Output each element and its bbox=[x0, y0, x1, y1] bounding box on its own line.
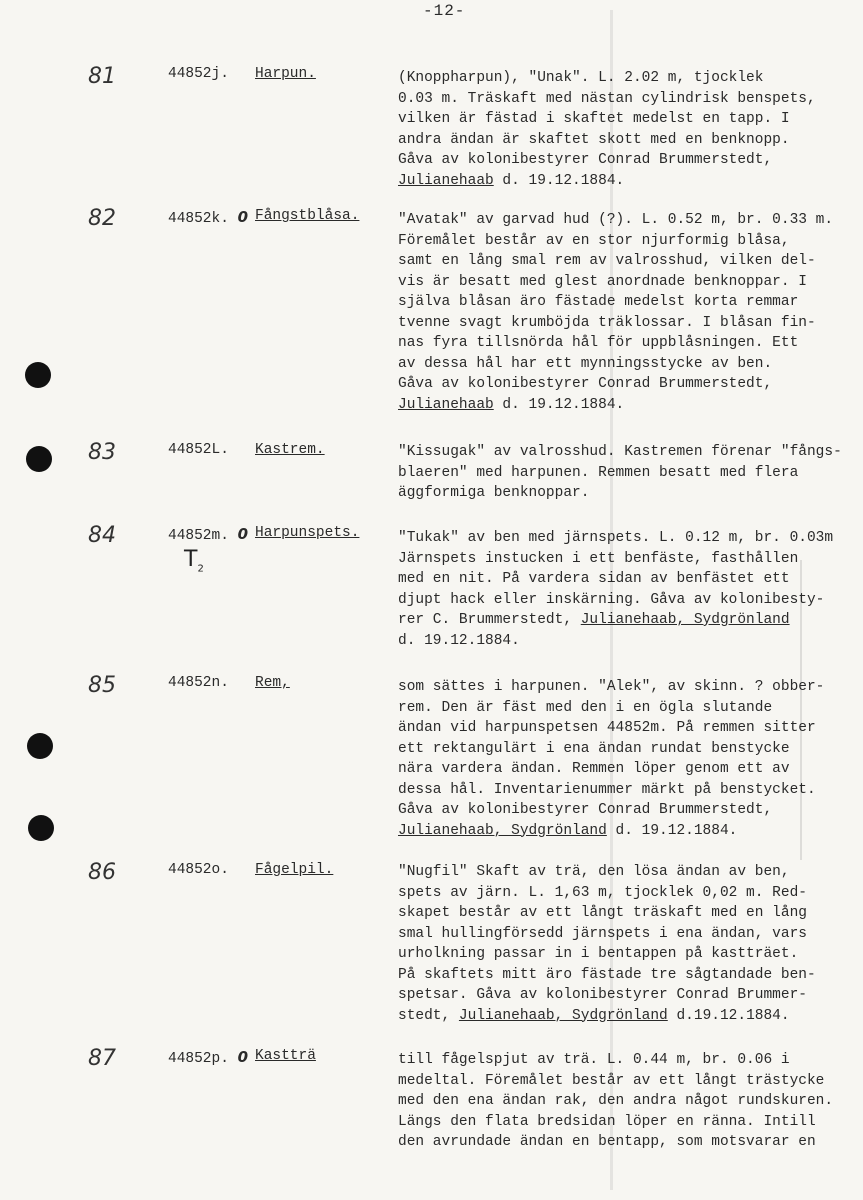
handwritten-number: 82 bbox=[88, 206, 116, 231]
accession-number: 44852n. bbox=[168, 675, 229, 691]
description-line bbox=[398, 442, 842, 463]
punch-hole-icon bbox=[28, 815, 54, 841]
description-line bbox=[398, 924, 838, 945]
description-line bbox=[398, 1050, 838, 1071]
text-run: d. 19.12.1884. bbox=[493, 172, 625, 189]
text-run: själva blåsan äro fästade medelst korta remmar bbox=[398, 294, 799, 310]
handwritten-mark: 0 bbox=[237, 1048, 249, 1066]
text-run: urholkning passar in i bentappen på kastträet. bbox=[398, 946, 799, 962]
text-run: med en nit. På vardera sidan av benfästet ett bbox=[398, 571, 790, 587]
punch-hole-icon bbox=[25, 362, 51, 388]
handwritten-mark: 0 bbox=[237, 525, 249, 543]
text-run: "Kissugak" av valrosshud. Kastremen förenar "fångs- bbox=[398, 444, 842, 460]
handwritten-mark: 0 bbox=[237, 208, 249, 226]
text-run: d. 19.12.1884. bbox=[606, 822, 738, 839]
description-line bbox=[398, 395, 838, 416]
text-run: av dessa hål har ett mynningsstycke av ben. bbox=[398, 355, 773, 372]
text-run: ett rektangulärt i ena ändan rundat benstycke bbox=[398, 740, 790, 757]
description-line bbox=[398, 985, 838, 1006]
text-run: skapet består av ett långt träskaft med en lång bbox=[398, 905, 807, 921]
accession-number: 44852p. 0 bbox=[168, 1048, 249, 1067]
description bbox=[398, 677, 838, 841]
object-name: Kastträ bbox=[255, 1048, 316, 1064]
text-run: andra ändan är skaftet skott med en benknopp. bbox=[398, 131, 790, 148]
description-line bbox=[398, 718, 838, 739]
description-line bbox=[398, 354, 838, 375]
description-line bbox=[398, 374, 838, 395]
description-line bbox=[398, 1006, 838, 1027]
description-line bbox=[398, 528, 838, 549]
object-name: Fångstblåsa. bbox=[255, 208, 360, 224]
description bbox=[398, 68, 838, 191]
handwritten-number: 87 bbox=[88, 1046, 116, 1071]
description-line bbox=[398, 272, 838, 293]
text-run: medeltal. Föremålet består av ett långt trästycke bbox=[398, 1072, 825, 1089]
text-run: "Nugfil" Skaft av trä, den lösa ändan av ben, bbox=[398, 864, 790, 880]
description-line bbox=[398, 759, 838, 780]
description-line bbox=[398, 862, 838, 883]
description-line bbox=[398, 569, 838, 590]
handwritten-number: 86 bbox=[88, 860, 116, 885]
object-name: Kastrem. bbox=[255, 442, 325, 458]
text-run: Föremålet består av en stor njurformig blåsa, bbox=[398, 232, 790, 249]
accession-number: 44852L. bbox=[168, 442, 229, 458]
text-run: vis är besatt med glest anordnade benknoppar. I bbox=[398, 273, 807, 290]
text-run: äggformiga benknoppar. bbox=[398, 485, 590, 501]
text-run: som sättes i harpunen. "Alek", av skinn. ? obber- bbox=[398, 679, 825, 695]
text-run: 0.03 m. Träskaft med nästan cylindrisk benspets, bbox=[398, 90, 816, 107]
description-line bbox=[398, 1132, 838, 1153]
text-run: vilken är fästad i skaftet medelst en tapp. I bbox=[398, 111, 790, 127]
handwritten-annotation: $T_2$ bbox=[184, 547, 204, 575]
description-line bbox=[398, 333, 838, 354]
text-run: smal hullingförsedd järnspets i ena ändan, vars bbox=[398, 925, 807, 942]
handwritten-number: 83 bbox=[88, 440, 116, 465]
description-line bbox=[398, 1112, 838, 1133]
punch-hole-icon bbox=[26, 446, 52, 472]
place-name: Julianehaab, Sydgrönland bbox=[458, 1007, 668, 1024]
punch-hole-icon bbox=[27, 733, 53, 759]
text-run: (Knoppharpun), "Unak". L. 2.02 m, tjocklek bbox=[398, 70, 764, 86]
text-run: rem. Den är fäst med den i en ögla slutande bbox=[398, 699, 773, 716]
description-line bbox=[398, 130, 838, 151]
description-line bbox=[398, 1091, 838, 1112]
text-run: samt en lång smal rem av valrosshud, vilken del- bbox=[398, 253, 816, 269]
description-line bbox=[398, 631, 838, 652]
text-run: djupt hack eller inskärning. Gåva av kolonibesty- bbox=[398, 591, 825, 608]
text-run: "Avatak" av garvad hud (?). L. 0.52 m, br. 0.33 m. bbox=[398, 212, 834, 228]
description-line bbox=[398, 677, 838, 698]
description-line bbox=[398, 883, 838, 904]
description-line bbox=[398, 463, 838, 484]
text-run: blaeren" med harpunen. Remmen besatt med flera bbox=[398, 464, 799, 481]
description-line bbox=[398, 965, 838, 986]
description-line bbox=[398, 313, 838, 334]
object-name: Rem, bbox=[255, 675, 290, 691]
description-line bbox=[398, 549, 838, 570]
description-line bbox=[398, 590, 838, 611]
description-line bbox=[398, 68, 838, 89]
description-line bbox=[398, 780, 838, 801]
description-line bbox=[398, 292, 838, 313]
description-line bbox=[398, 903, 838, 924]
description-line bbox=[398, 1071, 838, 1092]
description-line bbox=[398, 610, 838, 631]
handwritten-number: 84 bbox=[88, 523, 116, 548]
text-run: nas fyra tillsnörda hål för uppblåsningen. Ett bbox=[398, 335, 799, 351]
text-run: spets av järn. L. 1,63 m, tjocklek 0,02 m. Red- bbox=[398, 884, 807, 901]
text-run: dessa hål. Inventarienummer märkt på benstycket. bbox=[398, 781, 816, 798]
text-run: Gåva av kolonibestyrer Conrad Brummerstedt, bbox=[398, 152, 773, 168]
text-run: Längs den flata bredsidan löper en ränna. Intill bbox=[398, 1113, 816, 1130]
description bbox=[398, 1050, 838, 1153]
object-name: Harpun. bbox=[255, 66, 316, 82]
description bbox=[398, 442, 842, 504]
text-run: Järnspets instucken i ett benfäste, fasthållen bbox=[398, 550, 799, 567]
description-line bbox=[398, 483, 838, 504]
description-line bbox=[398, 231, 838, 252]
description bbox=[398, 528, 838, 651]
place-name: Julianehaab, Sydgrönland bbox=[580, 612, 790, 628]
handwritten-number: 81 bbox=[88, 64, 116, 89]
description-line bbox=[398, 800, 838, 821]
text-run: ändan vid harpunspetsen 44852m. På remmen sitter bbox=[398, 720, 816, 736]
text-run: den avrundade ändan en bentapp, som motsvarar en bbox=[398, 1134, 816, 1150]
object-name: Fågelpil. bbox=[255, 862, 334, 878]
place-name: Julianehaab bbox=[398, 172, 494, 189]
description bbox=[398, 862, 838, 1026]
description-line bbox=[398, 89, 838, 110]
text-run: d.19.12.1884. bbox=[667, 1007, 790, 1024]
text-run: På skaftets mitt äro fästade tre sågtandade ben- bbox=[398, 966, 816, 983]
accession-number: 44852j. bbox=[168, 66, 229, 82]
text-run: tvenne svagt krumböjda träklossar. I blåsan fin- bbox=[398, 314, 816, 331]
text-run: till fågelspjut av trä. L. 0.44 m, br. 0.06 i bbox=[398, 1052, 790, 1068]
place-name: Julianehaab bbox=[398, 396, 494, 413]
object-name: Harpunspets. bbox=[255, 525, 360, 541]
handwritten-number: 85 bbox=[88, 673, 116, 698]
description-line bbox=[398, 739, 838, 760]
description-line bbox=[398, 698, 838, 719]
description bbox=[398, 210, 838, 415]
description-line bbox=[398, 109, 838, 130]
description-line bbox=[398, 821, 838, 842]
page-number: -12- bbox=[423, 2, 466, 20]
text-run: med den ena ändan rak, den andra något rundskuren. bbox=[398, 1093, 834, 1109]
description-line bbox=[398, 171, 838, 192]
text-run: d. 19.12.1884. bbox=[493, 396, 625, 413]
text-run: d. 19.12.1884. bbox=[398, 632, 520, 649]
accession-number: 44852m. 0 bbox=[168, 525, 249, 544]
description-line bbox=[398, 150, 838, 171]
text-run: Gåva av kolonibestyrer Conrad Brummerstedt, bbox=[398, 376, 773, 392]
description-line bbox=[398, 251, 838, 272]
text-run: stedt, bbox=[398, 1007, 459, 1024]
accession-number: 44852k. 0 bbox=[168, 208, 249, 227]
description-line bbox=[398, 944, 838, 965]
description-line bbox=[398, 210, 838, 231]
text-run: Gåva av kolonibestyrer Conrad Brummerstedt, bbox=[398, 802, 773, 818]
text-run: rer C. Brummerstedt, bbox=[398, 612, 581, 628]
text-run: nära vardera ändan. Remmen löper genom ett av bbox=[398, 761, 790, 777]
accession-number: 44852o. bbox=[168, 862, 229, 878]
text-run: "Tukak" av ben med järnspets. L. 0.12 m, br. 0.03m bbox=[398, 530, 834, 546]
place-name: Julianehaab, Sydgrönland bbox=[398, 822, 607, 839]
text-run: spetsar. Gåva av kolonibestyrer Conrad Brummer- bbox=[398, 987, 807, 1003]
